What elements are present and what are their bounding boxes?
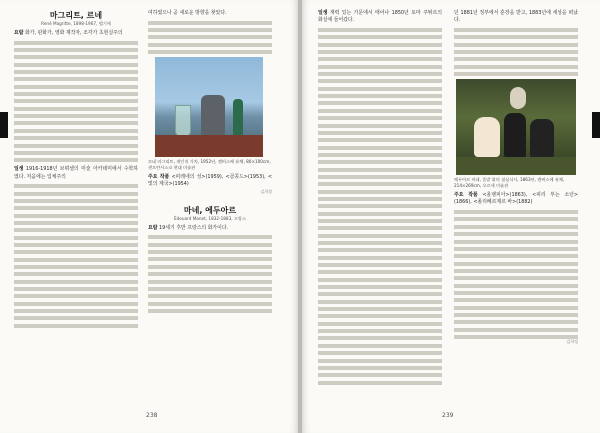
continued-text: 여하였으나 곧 새로운 방향을 찾았다.	[148, 10, 227, 16]
section-works	[454, 192, 578, 207]
right-thumb-tab	[592, 112, 600, 138]
right-page	[302, 0, 600, 433]
left-thumb-tab	[0, 112, 8, 138]
body-text-lines	[454, 28, 578, 76]
section-text: 19세기 후반 프랑스의 화가이다.	[159, 224, 229, 231]
continued-text: 던 1881년 정부에서 훈장을 받고, 1883년에 세상을 떠났다.	[454, 10, 578, 24]
painting-shape	[456, 157, 576, 175]
section-text: <피레네의 성>(1959), <골콩드>(1953), <빛의 제국>(1954)	[148, 174, 272, 188]
painting-shape	[233, 99, 243, 135]
painting-shape	[201, 95, 225, 135]
painting-magritte	[155, 57, 263, 157]
section-works	[148, 174, 272, 189]
author-credit: 김희정	[566, 338, 578, 344]
section-text: <올랭피아>(1863), <피리 부는 소년>(1866), <폴리베르제르 바>(1882)	[454, 192, 578, 206]
section-text: 1916-1918년 브뤼셀의 미술 아카데미에서 수학하였다. 처음에는 입체주의	[14, 166, 139, 180]
section-summary	[148, 225, 272, 232]
painting-shape	[510, 87, 526, 109]
left-column-2	[148, 10, 272, 313]
section-life	[318, 10, 442, 25]
entry-title: 마네, 에두아르	[183, 205, 237, 215]
body-text-lines	[454, 210, 578, 339]
section-keyword: 주요 작품	[148, 174, 170, 181]
figure-caption: 르네 마그리트, 개인적 가치, 1952년, 캔버스에 유채, 80×100cm, 샌프란시스코 현대 미술관	[148, 159, 271, 171]
section-text: 재력 있는 가문에서 태어나 1850년 토마 쿠튀르의 화실에 들어갔다.	[318, 10, 442, 24]
body-text-lines	[14, 184, 138, 328]
page-number: 238	[146, 412, 158, 419]
right-column-1	[318, 10, 442, 385]
painting-shape	[155, 135, 263, 157]
figure-manet	[454, 79, 578, 189]
entry-heading-magritte	[14, 10, 138, 27]
section-summary	[14, 30, 138, 37]
entry-heading-manet	[148, 205, 272, 222]
painting-shape	[530, 119, 554, 157]
entry-subtitle: René Magritte, 1898-1967, 벨기에	[41, 21, 111, 26]
section-life	[14, 166, 138, 181]
painting-shape	[474, 117, 500, 157]
figure-magritte	[148, 57, 272, 171]
body-text-lines	[318, 28, 442, 385]
section-keyword: 요람	[14, 30, 24, 36]
painting-shape	[504, 113, 526, 157]
entry-subtitle: Édouard Manet, 1832-1883, 프랑스	[173, 215, 247, 221]
painting-manet	[456, 79, 576, 175]
left-page	[0, 0, 298, 433]
entry-title: 마그리트, 르네	[49, 11, 103, 20]
body-text-lines	[148, 235, 272, 312]
painting-shape	[175, 105, 191, 137]
section-keyword: 주요 작품	[454, 192, 478, 199]
section-keyword: 일생	[318, 10, 328, 16]
section-text: 화가, 판화가, 영화 제작자, 조각가 초현실주의	[25, 30, 123, 36]
body-text-lines	[14, 41, 138, 163]
body-text-lines	[148, 21, 272, 54]
right-column-2	[454, 10, 578, 345]
figure-caption: 에두아르 마네, 풀밭 위의 점심식사, 1863년, 캔버스에 유채, 214×269cm, 오르세 미술관	[454, 177, 565, 189]
page-number: 239	[442, 412, 454, 419]
section-keyword: 일생	[14, 166, 24, 173]
left-column-1	[14, 10, 138, 328]
section-keyword: 요람	[148, 224, 158, 231]
author-credit: 김희정	[260, 188, 272, 194]
